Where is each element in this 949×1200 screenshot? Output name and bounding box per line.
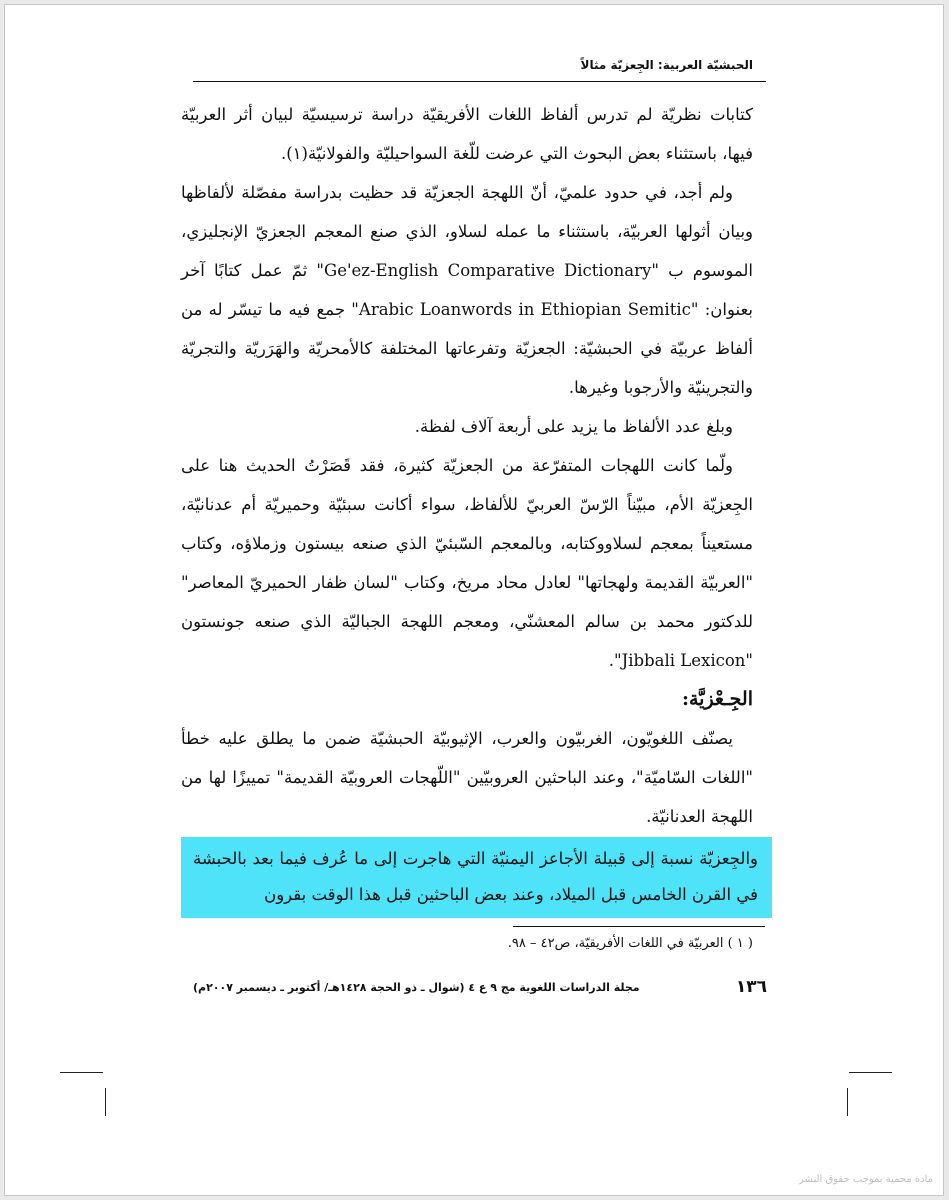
footnote: ( ١ ) العربيّة في اللغات الأفريقيّة، ص٤٢ – ٩٨. bbox=[507, 936, 753, 951]
section-title: الجِـعْزيَّة: bbox=[681, 688, 753, 710]
footnote-rule bbox=[513, 926, 765, 927]
journal-info: مجلة الدراسات اللغوية مج ٩ ع ٤ (شوال ـ ذو الحجة ١٤٢٨هـ/ أكتوبر ـ ديسمبر ٢٠٠٧م) bbox=[193, 981, 640, 994]
paragraph-3: وبلغ عدد الألفاظ ما يزيد على أربعة آلاف لفظة. bbox=[414, 417, 733, 436]
crop-mark bbox=[847, 1088, 848, 1116]
paragraph-2: ولم أجد، في حدود علميّ، أنّ اللهجة الجعزيّة قد حظيت بدراسة مفصّلة لألفاظها وبيان أثولها العربيّة، باستثناء ما عمله لسلاو، الذي صنع المعجم الجعزيّ الإنجليزي، الموسوم ب "Ge'ez-English Comparative Dictionary" ثمّ عمل كتابًا آخر بعنوان: "Arabic Loanwords in Ethiopian Semitic" جمع فيه ما تيسّر له من ألفاظ عربيّة في الحبشيّة: الجعزيّة وتفرعاتها المختلفة كالأمحريّة والهَرَريّة والتجريّة والتجرينيّة والأرجوبا وغيرها. bbox=[181, 183, 754, 397]
paragraph-4: ولّما كانت اللهجات المتفرّعة من الجعزيّة كثيرة، فقد قَصَرْتُ الحديث هنا على الجِعزيّة الأم، مبيّناً الرّسّ العربيّ للألفاظ، سواء أكانت سبئيّة وحميريّة أم عدنانيّة، مستعيناً بمعجم لسلاووكتابه، وبالمعجم السّبئيّ الذي صنعه بيستون وزملاؤه، وكتاب "العربيّة القديمة ولهجاتها" لعادل محاد مريخ، وكتاب "لسان ظفار الحميريّ المعاصر" للدكتور محمد بن سالم المعشنّي، ومعجم اللهجة الجباليّة الذي صنعه جونستون "Jibbali Lexicon". bbox=[181, 456, 753, 670]
crop-mark bbox=[105, 1088, 106, 1116]
header-rule bbox=[193, 81, 766, 82]
page-number: ١٣٦ bbox=[735, 977, 767, 997]
section-paragraph: يصنّف اللغويّون، الغربيّون والعرب، الإثيوبيّة الحبشيّة ضمن ما يطلق عليه خطأ "اللغات السّاميّة"، وعند الباحثين العروبيّين "اللّهجات العروبيّة القديمة" تمييزًا لها من اللهجة العدنانيّة. bbox=[181, 729, 753, 826]
running-title: الحبشيّة العربية: الجِعزيّة مثالاً bbox=[580, 58, 753, 72]
paragraph-1: كتابات نظريّة لم تدرس ألفاظ اللغات الأفريقيّة دراسة ترسيسيّة لبيان أثر العربيّة فيها، باستثناء بعض البحوث التي عرضت للّغة السواحيليّة والفولانيّة(١). bbox=[181, 105, 753, 163]
crop-mark bbox=[60, 1072, 103, 1073]
crop-mark bbox=[849, 1072, 892, 1073]
copyright-watermark: مادة محمية بموجب حقوق النشر bbox=[799, 1174, 933, 1185]
document-page bbox=[4, 4, 944, 1196]
page-footer bbox=[193, 977, 767, 1003]
highlighted-paragraph: والجِعزيّة نسبة إلى قبيلة الأجاعز اليمنيّة التي هاجرت إلى ما عُرف فيما بعد بالحبشة في القرن الخامس قبل الميلاد، وعند بعض الباحثين قبل هذا الوقت بقرون bbox=[181, 837, 772, 918]
body-text bbox=[181, 95, 753, 836]
